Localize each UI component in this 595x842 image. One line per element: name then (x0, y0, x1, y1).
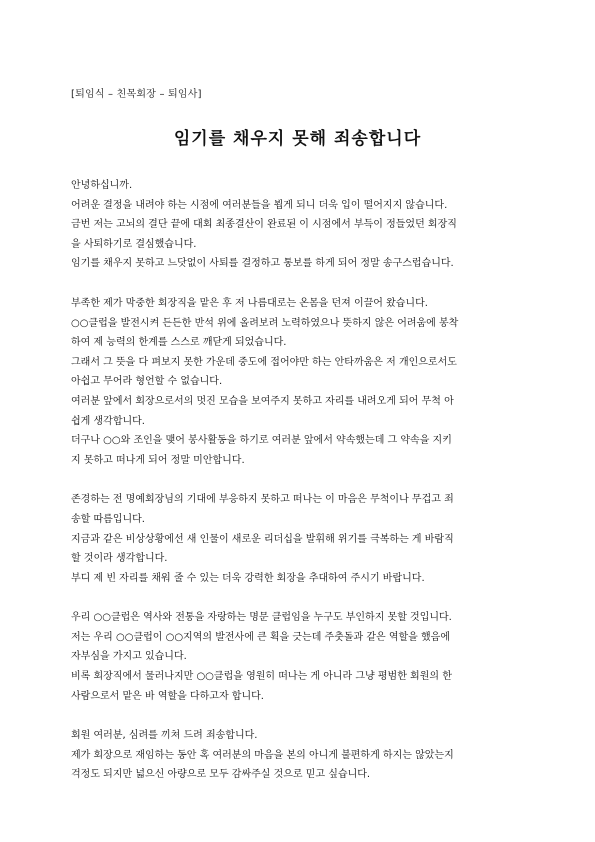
text-line: 금번 저는 고뇌의 결단 끝에 대회 최종결산이 완료된 이 시점에서 부득이 정들었던 회장직 (71, 219, 457, 231)
text-line: 더구나 ○○와 조인을 맺어 봉사활동을 하기로 여러분 앞에서 약속했는데 그 약속을 지키 (71, 435, 452, 447)
text-line: 사람으로서 맡은 바 역할을 다하고자 합니다. (71, 690, 264, 702)
text-line: 아쉽고 무어라 형언할 수 없습니다. (71, 376, 223, 388)
text-line: 쉽게 생각합니다. (71, 415, 145, 427)
document-category: [퇴임식 – 친목회장 – 퇴임사] (71, 89, 202, 100)
text-line: ○○클럽을 발전시켜 든든한 반석 위에 올려보려 노력하였으나 뜻하지 않은 어려움에 봉착 (71, 317, 459, 329)
text-line: 송할 따름입니다. (71, 513, 145, 525)
text-line: 존경하는 전 명예회장님의 기대에 부응하지 못하고 떠나는 이 마음은 무척이나 무겁고 죄 (71, 494, 454, 506)
text-line: 제가 회장으로 재임하는 동안 혹 여러분의 마음을 본의 아니게 불편하게 하지는 않았는지 (71, 749, 454, 761)
text-line: 비록 회장직에서 물러나지만 ○○클럽을 영원히 떠나는 게 아니라 그냥 평범한 회원의 한 (71, 671, 452, 683)
paragraph (71, 176, 529, 274)
text-line: 우리 ○○클럽은 역사와 전통을 자랑하는 명문 클럽임을 누구도 부인하지 못할 것입니다. (71, 612, 452, 624)
text-line: 안녕하십니까. (71, 180, 133, 191)
text-line: 임기를 채우지 못하고 느닷없이 사퇴를 결정하고 통보를 하게 되어 정말 송구스럽습니다. (71, 258, 454, 270)
text-line: 부디 제 빈 자리를 채워 줄 수 있는 더욱 강력한 회장을 추대하여 주시기 바랍니다. (71, 572, 425, 584)
paragraph (71, 726, 529, 785)
text-line: 걱정도 되지만 넓으신 아량으로 모두 감싸주실 것으로 믿고 싶습니다. (71, 769, 371, 781)
text-line: 회원 여러분, 심려를 끼쳐 드려 죄송합니다. (71, 730, 258, 742)
text-line: 자부심을 가지고 있습니다. (71, 651, 187, 663)
document-title: 임기를 채우지 못해 죄송합니다 (173, 129, 422, 149)
paragraph (71, 490, 529, 588)
text-line: 그래서 그 뜻을 다 펴보지 못한 가운데 중도에 접어야만 하는 안타까움은 저 개인으로서도 (71, 356, 457, 368)
text-line: 여러분 앞에서 회장으로서의 멋진 모습을 보여주지 못하고 자리를 내려오게 되어 무척 아 (71, 395, 454, 407)
text-line: 부족한 제가 막중한 회장직을 맡은 후 저 나름대로는 온몸을 던져 이끌어 왔습니다. (71, 297, 428, 309)
text-line: 할 것이라 생각합니다. (71, 553, 168, 565)
text-line: 저는 우리 ○○클럽이 ○○지역의 발전사에 큰 획을 긋는데 주춧돌과 같은 역할을 했음에 (71, 631, 450, 643)
text-line: 지 못하고 떠나게 되어 정말 미안합니다. (71, 454, 245, 466)
text-line: 어려운 결정을 내려야 하는 시점에 여러분들을 뵙게 되니 더욱 입이 떨어지지 않습니다. (71, 199, 448, 211)
paragraph (71, 608, 529, 706)
document-body (71, 176, 529, 805)
paragraph (71, 294, 529, 470)
text-line: 하여 제 능력의 한계를 스스로 깨닫게 되었습니다. (71, 337, 287, 349)
text-line: 지금과 같은 비상상황에선 새 인물이 새로운 리더십을 발휘해 위기를 극복하는 게 바람직 (71, 533, 454, 545)
text-line: 을 사퇴하기로 결심했습니다. (71, 238, 197, 250)
